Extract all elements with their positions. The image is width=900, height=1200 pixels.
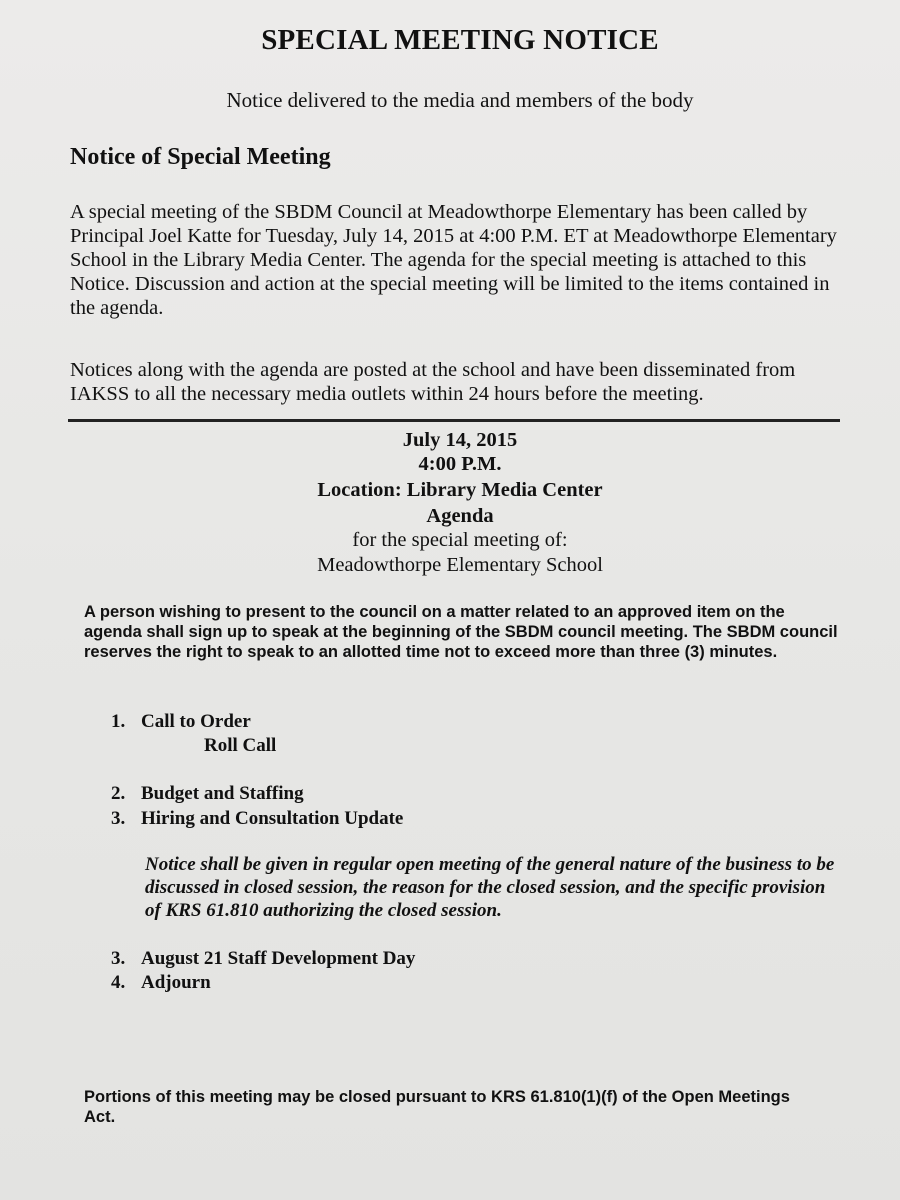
agenda-item-label: Budget and Staffing <box>141 783 304 804</box>
horizontal-divider <box>68 419 840 422</box>
agenda-for-line: for the special meeting of: <box>352 529 568 551</box>
agenda-date: July 14, 2015 <box>402 429 518 451</box>
agenda-item-number: 2. <box>111 783 126 804</box>
agenda-time: 4:00 P.M. <box>418 453 502 475</box>
agenda-item-number: 3. <box>111 948 126 969</box>
speaker-notice: A person wishing to present to the council on a matter related to an approved item on the agenda shall sign up to speak at the beginning of the SBDM council meeting. The SBDM council reserves the right to speak to an allotted time not to exceed more than three (3) minutes. <box>84 603 838 661</box>
agenda-item <box>111 972 211 994</box>
footer-note: Portions of this meeting may be closed pursuant to KRS 61.810(1)(f) of the Open Meetings Act. <box>84 1088 790 1126</box>
agenda-school: Meadowthorpe Elementary School <box>317 554 603 576</box>
agenda-location: Location: Library Media Center <box>317 479 603 501</box>
agenda-item <box>111 948 415 970</box>
page-subtitle: Notice delivered to the media and members of the body <box>226 88 694 112</box>
agenda-item <box>111 808 403 830</box>
agenda-item-label: Call to Order <box>141 711 251 732</box>
agenda-item-label: Adjourn <box>141 972 211 993</box>
posting-paragraph: Notices along with the agenda are posted at the school and have been disseminated from IAKSS to all the necessary media outlets within 24 hours before the meeting. <box>70 359 796 405</box>
page-title: SPECIAL MEETING NOTICE <box>261 24 659 56</box>
agenda-item-label: Hiring and Consultation Update <box>141 808 404 829</box>
meeting-paragraph: A special meeting of the SBDM Council at Meadowthorpe Elementary has been called by Principal Joel Katte for Tuesday, July 14, 2015 at 4:00 P.M. ET at Meadowthorpe Elementary School in the Library Media Center. The agenda for the special meeting is attached to this Notice. Discussion and action at the special meeting will be limited to the items contained in the agenda. <box>70 201 837 319</box>
closed-session-note: Notice shall be given in regular open meeting of the general nature of the business to be discussed in closed session, the reason for the closed session, and the specific provision of KRS 61.810 authorizing the closed session. <box>145 854 835 921</box>
agenda-item-label: August 21 Staff Development Day <box>141 948 416 969</box>
agenda-item-number: 3. <box>111 808 126 829</box>
agenda-item-number: 4. <box>111 972 126 993</box>
agenda-label: Agenda <box>426 505 494 527</box>
agenda-item-number: 1. <box>111 711 126 732</box>
agenda-item <box>111 783 304 805</box>
agenda-item <box>111 711 251 733</box>
section-heading: Notice of Special Meeting <box>70 144 331 170</box>
agenda-subitem: Roll Call <box>204 735 277 756</box>
